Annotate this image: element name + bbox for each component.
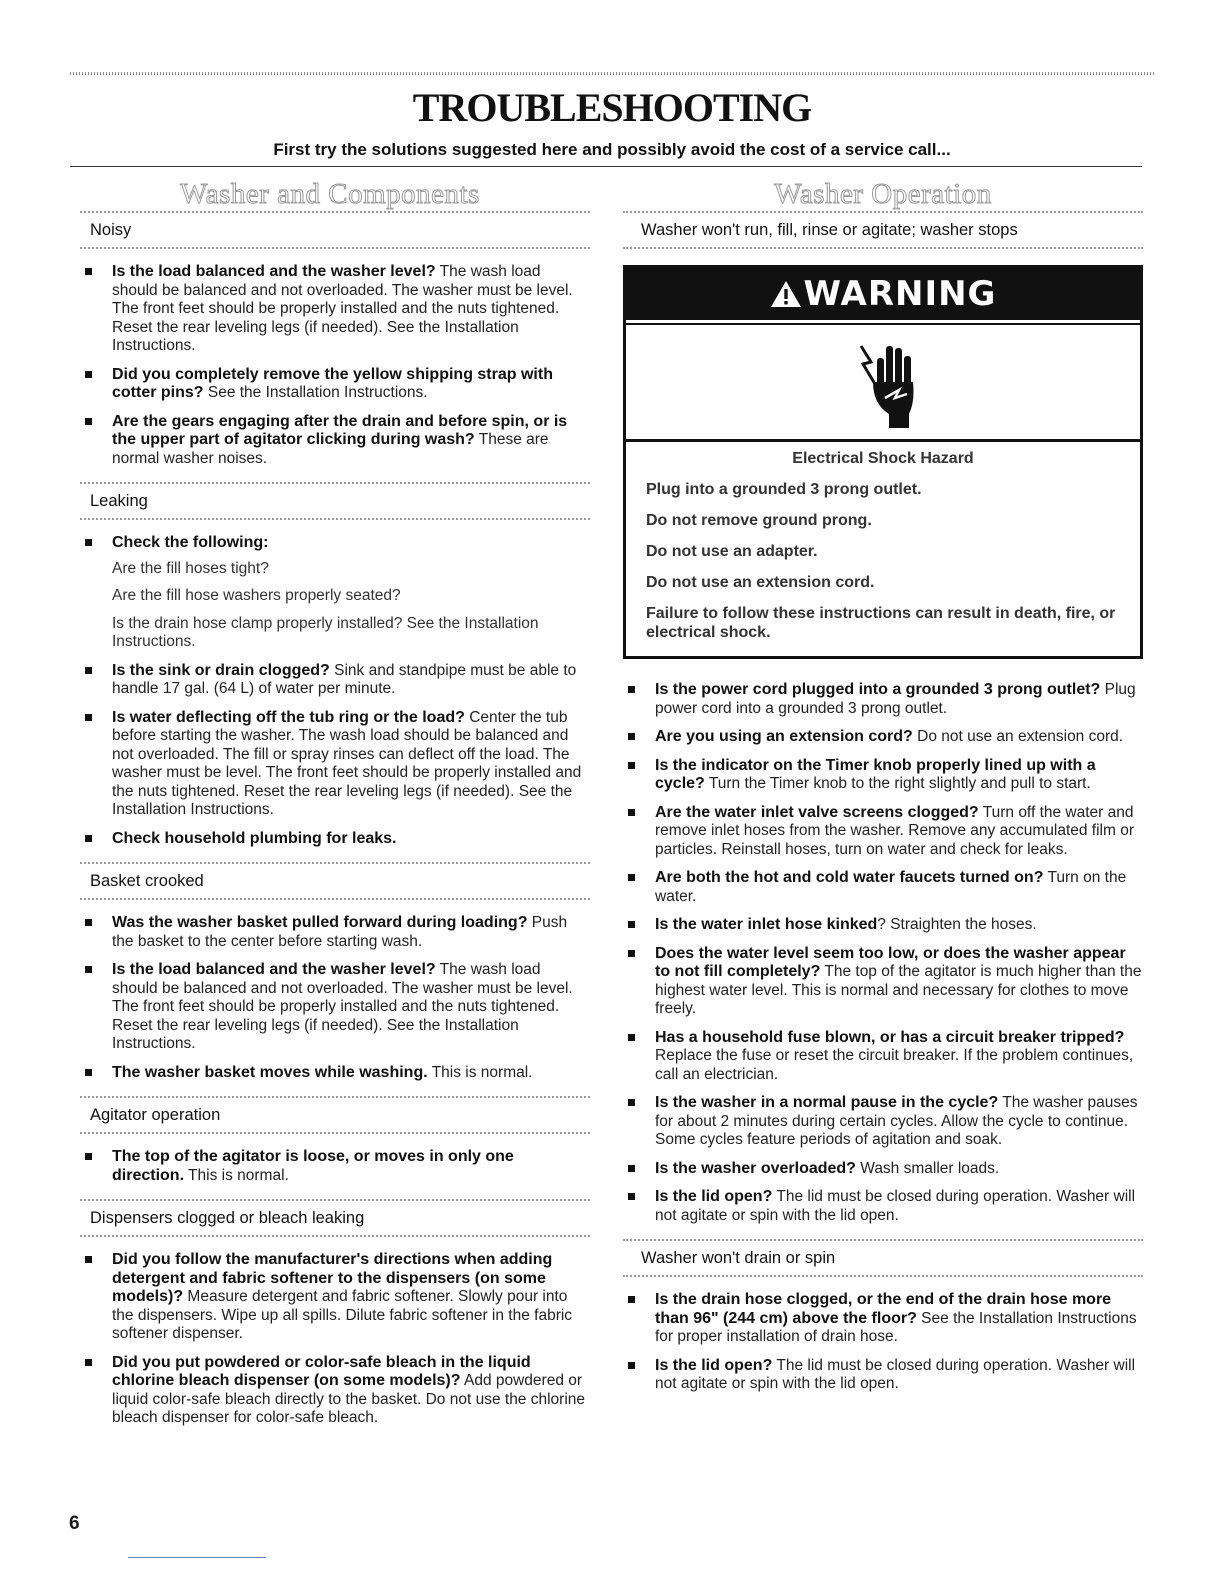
square-bullet-icon: [85, 1153, 92, 1160]
item-question: Is the power cord plugged into a grounded 3 prong outlet?: [655, 681, 1101, 698]
item-question: Are both the hot and cold water faucets turned on?: [655, 869, 1044, 886]
item-question: Is the sink or drain clogged?: [112, 661, 330, 679]
troubleshoot-item: [623, 1357, 1143, 1394]
troubleshoot-item: [623, 1291, 1143, 1347]
warning-box: [623, 265, 1143, 659]
square-bullet-icon: [85, 667, 92, 674]
square-bullet-icon: [85, 966, 92, 973]
troubleshoot-list: [80, 914, 590, 1082]
item-answer: Turn the Timer knob to the right slightly and pull to start.: [704, 775, 1091, 792]
item-question: Are the gears engaging after the drain and before spin, or is the upper part of agitator clicking during wash?: [112, 412, 568, 448]
item-question: Check household plumbing for leaks.: [112, 829, 397, 847]
warning-triangle-icon: [770, 280, 802, 308]
square-bullet-icon: [628, 686, 635, 693]
warning-icon-area: [626, 323, 1140, 442]
item-question: Are the water inlet valve screens clogged?: [655, 803, 979, 821]
troubleshoot-item: [80, 914, 590, 951]
section-title: Noisy: [80, 211, 590, 249]
troubleshoot-item: [80, 1251, 590, 1344]
item-question: Is the drain hose clogged, or the end of the drain hose more than 96" (244 cm) above the floor?: [655, 1291, 1112, 1327]
square-bullet-icon: [628, 1099, 635, 1106]
item-question: Is the water inlet hose kinked: [655, 916, 878, 933]
warning-label: WARNING: [803, 274, 997, 314]
page-subtitle: First try the solutions suggested here and possibly avoid the cost of a service call...: [273, 140, 951, 159]
troubleshoot-item: [623, 1094, 1143, 1150]
troubleshoot-list: [80, 1251, 590, 1428]
troubleshoot-list: [80, 1148, 590, 1185]
item-question: Does the water level seem too low, or does the washer appear to not fill completely?: [655, 944, 1126, 980]
item-answer: Plug power cord into a grounded 3 prong outlet.: [655, 681, 1136, 717]
square-bullet-icon: [628, 1362, 635, 1369]
square-bullet-icon: [85, 835, 92, 842]
square-bullet-icon: [628, 874, 635, 881]
item-question: Is water deflecting off the tub ring or the load?: [112, 708, 465, 726]
left-column-heading: Washer and Components: [180, 178, 480, 210]
item-answer: ? Straighten the hoses.: [877, 916, 1037, 933]
troubleshoot-item: [623, 1160, 1143, 1179]
item-answer: The lid must be closed during operation. Washer will not agitate or spin with the lid open.: [655, 1188, 1136, 1224]
square-bullet-icon: [85, 714, 92, 721]
section-title: Dispensers clogged or bleach leaking: [80, 1199, 590, 1237]
troubleshoot-item: [80, 961, 590, 1054]
item-sub-line: Is the drain hose clamp properly installed? See the Installation Instructions.: [112, 614, 539, 650]
footer-line: [128, 1557, 266, 1558]
warning-body: [626, 442, 1140, 656]
item-answer: Replace the fuse or reset the circuit breaker. If the problem continues, call an electrician.: [655, 1047, 1134, 1083]
square-bullet-icon: [628, 733, 635, 740]
section-title-washer-wont-run: Washer won't run, fill, rinse or agitate; washer stops: [623, 211, 1143, 249]
page-title: TROUBLESHOOTING: [412, 85, 812, 130]
troubleshoot-item: [623, 804, 1143, 860]
square-bullet-icon: [628, 921, 635, 928]
square-bullet-icon: [628, 1296, 635, 1303]
troubleshoot-item: [623, 728, 1143, 747]
item-answer: Turn on the water.: [655, 869, 1127, 905]
troubleshoot-item: [623, 1188, 1143, 1225]
item-answer: The wash load should be balanced and not overloaded. The washer must be level. The front feet should be properly installed and the nuts tightened. Reset the rear leveling legs (if needed). See the Installation Instructions.: [112, 961, 573, 1052]
item-answer: The wash load should be balanced and not overloaded. The washer must be level. The front feet should be properly installed and the nuts tightened. Reset the rear leveling legs (if needed). See the Installation Instructions.: [112, 263, 573, 354]
item-answer: This is normal.: [427, 1063, 533, 1081]
item-answer: Center the tub before starting the washer. The wash load should be balanced and not overloaded. The fill or spray rinses can deflect off the load. The washer must be level. The front feet should be properly installed and the nuts tightened. Reset the rear leveling legs (if needed). See the Installation Instructions.: [112, 708, 582, 818]
subtitle-rule: [70, 166, 1142, 167]
troubleshoot-item: [623, 869, 1143, 906]
troubleshoot-item: [80, 1148, 590, 1185]
item-question: Is the lid open?: [655, 1356, 773, 1374]
top-dotted-rule: [70, 72, 1154, 75]
troubleshoot-item: [80, 263, 590, 356]
item-answer: Push the basket to the center before starting wash.: [112, 914, 568, 950]
square-bullet-icon: [85, 268, 92, 275]
section-title: Leaking: [80, 482, 590, 520]
warning-banner: [626, 268, 1140, 323]
right-column: [623, 211, 1143, 1408]
section-title: Basket crooked: [80, 862, 590, 900]
left-column: [80, 211, 590, 1442]
warning-line: Do not use an adapter.: [646, 543, 818, 560]
troubleshoot-item: [623, 681, 1143, 718]
item-answer: Add powdered or liquid color-safe bleach directly to the basket. Do not use the chlorine bleach dispenser for color-safe bleach.: [112, 1372, 586, 1426]
item-answer: Sink and standpipe must be able to handle 17 gal. (64 L) of water per minute.: [112, 661, 577, 697]
troubleshoot-item: [80, 830, 590, 849]
square-bullet-icon: [628, 1165, 635, 1172]
item-answer: Measure detergent and fabric softener. Slowly pour into the dispensers. Wipe up all spills. Dilute fabric softener in the fabric softener dispenser.: [112, 1288, 573, 1342]
item-question: The washer basket moves while washing.: [112, 1063, 428, 1081]
item-question: Are you using an extension cord?: [655, 728, 913, 745]
item-question: Has a household fuse blown, or has a circuit breaker tripped?: [655, 1028, 1125, 1046]
troubleshoot-item: [80, 709, 590, 820]
item-question: Did you put powdered or color-safe bleach in the liquid chlorine bleach dispenser (on some models)?: [112, 1353, 531, 1389]
troubleshoot-item: [80, 1064, 590, 1083]
troubleshoot-item: [80, 413, 590, 469]
square-bullet-icon: [85, 1069, 92, 1076]
item-answer: See the Installation Instructions.: [203, 384, 428, 401]
troubleshoot-item: [623, 757, 1143, 794]
warning-line: Plug into a grounded 3 prong outlet.: [646, 481, 922, 498]
item-answer: See the Installation Instructions for proper installation of drain hose.: [655, 1309, 1137, 1345]
troubleshoot-item: [80, 534, 590, 652]
troubleshoot-list: [80, 263, 590, 468]
item-sub-line: Are the fill hose washers properly seated?: [112, 587, 401, 604]
warning-line: Do not remove ground prong.: [646, 512, 872, 529]
square-bullet-icon: [85, 1256, 92, 1263]
troubleshoot-item: [80, 366, 590, 403]
item-answer: The washer pauses for about 2 minutes during certain cycles. Allow the cycle to continue. Some cycles feature periods of agitation and soak.: [655, 1094, 1138, 1148]
section-title-washer-wont-drain: Washer won't drain or spin: [623, 1239, 1143, 1277]
square-bullet-icon: [628, 950, 635, 957]
item-answer: The top of the agitator is much higher than the highest water level. This is normal and necessary for clothes to move freely.: [655, 963, 1142, 1017]
square-bullet-icon: [85, 371, 92, 378]
square-bullet-icon: [85, 919, 92, 926]
item-question: Is the washer in a normal pause in the cycle?: [655, 1094, 999, 1111]
item-question: Is the load balanced and the washer level?: [112, 263, 436, 280]
troubleshoot-list: [623, 1291, 1143, 1394]
item-question: Is the washer overloaded?: [655, 1159, 856, 1177]
square-bullet-icon: [628, 1193, 635, 1200]
item-question: Is the indicator on the Timer knob properly lined up with a cycle?: [655, 756, 1096, 792]
section-title: Agitator operation: [80, 1096, 590, 1134]
item-answer: These are normal washer noises.: [112, 431, 549, 467]
item-question: Is the load balanced and the washer level?: [112, 961, 436, 978]
item-answer: Wash smaller loads.: [855, 1159, 1000, 1177]
electrical-shock-hand-icon: [843, 332, 923, 432]
item-question: Is the lid open?: [655, 1188, 773, 1205]
warning-line: Failure to follow these instructions can result in death, fire, or electrical shock.: [646, 605, 1116, 641]
item-answer: The lid must be closed during operation. Washer will not agitate or spin with the lid open.: [655, 1356, 1136, 1392]
right-column-heading: Washer Operation: [774, 178, 992, 210]
item-question: Was the washer basket pulled forward during loading?: [112, 914, 528, 931]
square-bullet-icon: [85, 1359, 92, 1366]
troubleshoot-item: [80, 662, 590, 699]
item-question: The top of the agitator is loose, or moves in only one direction.: [112, 1148, 514, 1184]
hazard-title: Electrical Shock Hazard: [792, 450, 974, 467]
troubleshoot-item: [623, 945, 1143, 1019]
square-bullet-icon: [628, 809, 635, 816]
item-question: Did you completely remove the yellow shipping strap with cotter pins?: [112, 365, 553, 401]
warning-line: Do not use an extension cord.: [646, 574, 875, 591]
troubleshoot-list: [623, 681, 1143, 1225]
troubleshoot-item: [623, 916, 1143, 935]
item-sub-line: Are the fill hoses tight?: [112, 559, 269, 577]
page-number: 6: [69, 1513, 80, 1534]
item-answer: Do not use an extension cord.: [912, 728, 1124, 745]
item-answer: Turn off the water and remove inlet hoses from the washer. Remove any accumulated film or particles. Reinstall hoses, turn on water and check for leaks.: [655, 803, 1134, 858]
square-bullet-icon: [85, 539, 92, 546]
item-answer: This is normal.: [184, 1166, 289, 1184]
square-bullet-icon: [628, 1034, 635, 1041]
troubleshoot-list: [80, 534, 590, 848]
troubleshoot-item: [623, 1029, 1143, 1085]
item-question: Did you follow the manufacturer's directions when adding detergent and fabric softener to the dispensers (on some models)?: [112, 1251, 553, 1305]
troubleshoot-item: [80, 1354, 590, 1428]
square-bullet-icon: [85, 418, 92, 425]
item-question: Check the following:: [112, 534, 269, 551]
square-bullet-icon: [628, 762, 635, 769]
